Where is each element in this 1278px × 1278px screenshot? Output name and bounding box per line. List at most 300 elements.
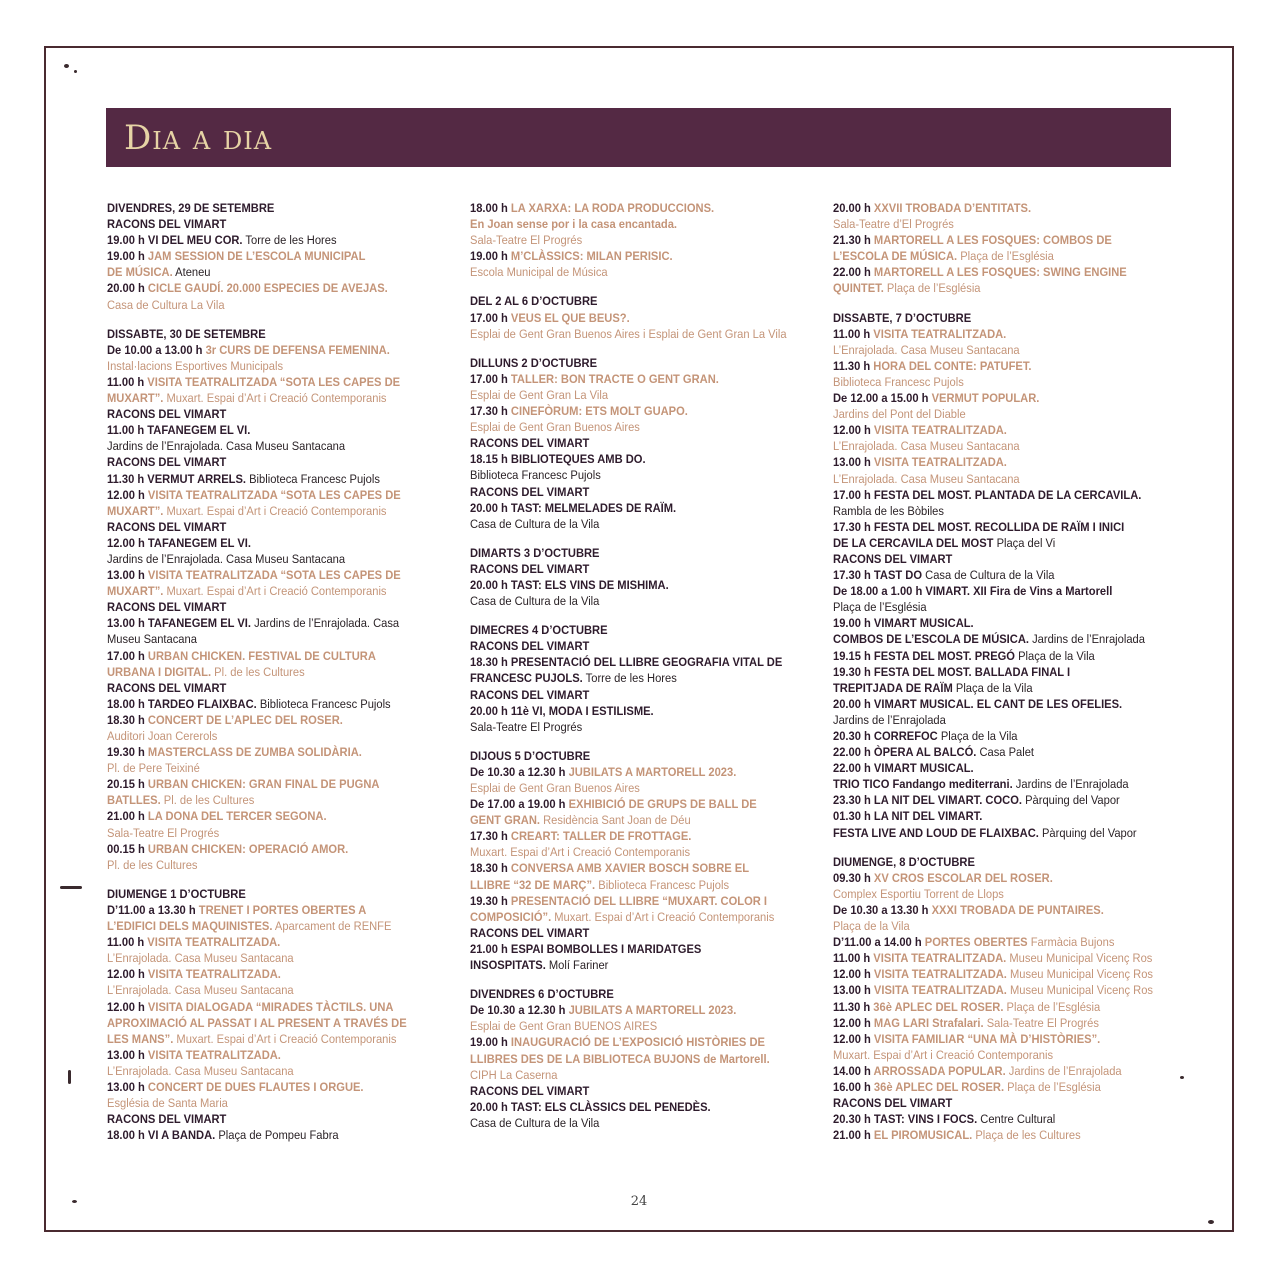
- event-time: 11.00 h: [107, 935, 148, 950]
- day-block: [470, 355, 776, 532]
- schedule-line: [107, 438, 413, 454]
- schedule-line: [470, 216, 776, 232]
- event-title: QUINTET.: [833, 281, 884, 296]
- day-heading: DEL 2 AL 6 D’OCTUBRE: [470, 294, 598, 309]
- event-title: EXHIBICIÓ DE GRUPS DE BALL DE: [568, 797, 757, 812]
- event-venue: Plaça de les Cultures: [972, 1128, 1081, 1143]
- day-block: [107, 326, 413, 873]
- schedule-line: [107, 519, 413, 535]
- event-title: MUXART”.: [107, 584, 164, 599]
- event-title: En Joan sense por i la casa encantada.: [470, 217, 678, 232]
- event-title: VISITA TEATRALITZADA.: [873, 455, 1007, 470]
- event-venue: L’Enrajolada. Casa Museu Santacana: [833, 439, 1020, 454]
- event-title: FESTA DEL MOST. PLANTADA DE LA CERCAVILA.: [873, 487, 1142, 502]
- event-title: L’ESCOLA DE MÚSICA.: [833, 249, 958, 264]
- schedule-line: [470, 941, 776, 957]
- event-time: D’11.00 a 13.30 h: [107, 902, 199, 917]
- schedule-line: [107, 248, 413, 264]
- schedule-line: [107, 808, 413, 824]
- event-time: 12.00 h: [833, 1015, 874, 1030]
- event-venue: Instal·lacions Esportives Municipals: [107, 358, 284, 373]
- schedule-line: [833, 950, 1153, 966]
- schedule-line: [107, 264, 413, 280]
- event-title: VISITA TEATRALITZADA.: [873, 951, 1007, 966]
- day-heading: DISSABTE, 30 DE SETEMBRE: [107, 326, 266, 341]
- event-time: 17.00 h: [470, 310, 511, 325]
- schedule-line: [833, 664, 1139, 680]
- schedule-line: [833, 248, 1139, 264]
- schedule-line: [833, 1031, 1139, 1047]
- schedule-line: [107, 1015, 413, 1031]
- event-title: CORREFOC: [873, 729, 938, 743]
- event-title: TAST DO: [873, 568, 923, 583]
- event-title: LA NIT DEL VIMART.: [873, 809, 983, 824]
- event-title: VISITA TEATRALITZADA.: [147, 935, 281, 950]
- event-venue: Biblioteca Francesc Pujols: [595, 877, 730, 892]
- event-time: 18.30 h: [107, 712, 148, 727]
- schedule-line: [470, 467, 776, 483]
- schedule-line: [470, 925, 776, 941]
- event-venue: Pàrquing del Vapor: [1038, 825, 1137, 840]
- schedule-line: [107, 728, 413, 744]
- event-title: FESTA DEL MOST. PREGÓ: [873, 648, 1015, 663]
- event-title: TAST: ELS VINS DE MISHIMA.: [510, 577, 669, 592]
- event-venue: Torre de les Hores: [582, 671, 677, 686]
- event-time: 00.15 h: [107, 841, 148, 856]
- event-time: 23.30 h: [833, 793, 874, 808]
- day-heading: DIMARTS 3 D’OCTUBRE: [470, 545, 600, 560]
- event-time: 17.30 h: [470, 829, 511, 844]
- schedule-line: [833, 487, 1142, 503]
- schedule-column-3: [833, 200, 1153, 1143]
- schedule-line: [107, 615, 413, 631]
- event-time: 13.00 h: [107, 1079, 148, 1094]
- event-title: L’EDIFICI DELS MAQUINISTES.: [107, 919, 273, 934]
- day-block: [107, 200, 413, 313]
- event-title: LES MANS”.: [107, 1031, 174, 1046]
- schedule-line: [833, 471, 1139, 487]
- schedule-line: [833, 519, 1139, 535]
- event-title: TAFANEGEM EL VI.: [147, 616, 251, 631]
- event-title: TAFANEGEM EL VI.: [147, 423, 251, 438]
- event-venue: Plaça de Pompeu Fabra: [215, 1128, 339, 1143]
- event-title: VISITA FAMILIAR “UNA MÀ D’HISTÒRIES”.: [873, 1031, 1101, 1046]
- schedule-line: [107, 297, 413, 313]
- schedule-line: [470, 200, 776, 216]
- page-number: 24: [630, 1194, 648, 1209]
- event-venue: Museu Municipal Vicenç Ros: [1006, 967, 1153, 982]
- day-heading: DISSABTE, 7 D’OCTUBRE: [833, 310, 972, 325]
- event-venue: Església de Santa Maria: [107, 1096, 228, 1111]
- event-time: 19.00 h: [833, 616, 874, 631]
- schedule-line: [833, 358, 1139, 374]
- schedule-line: [470, 403, 776, 419]
- event-title: CICLE GAUDÍ. 20.000 ESPECIES DE AVEJAS.: [147, 281, 388, 296]
- frame-right-border: [1232, 46, 1234, 1232]
- event-venue: Jardins de l’Enrajolada: [1005, 1063, 1122, 1078]
- event-time: 13.00 h: [107, 616, 148, 631]
- event-venue: Biblioteca Francesc Pujols: [246, 471, 380, 486]
- schedule-line: [107, 471, 413, 487]
- event-title: HORA DEL CONTE: PATUFET.: [873, 358, 1032, 373]
- event-title: CONCERT DE DUES FLAUTES I ORGUE.: [147, 1079, 364, 1094]
- schedule-line: [107, 1031, 413, 1047]
- event-venue: Jardins de l’Enrajolada: [1012, 777, 1129, 792]
- event-venue: Casa de Cultura de la Vila: [470, 516, 600, 531]
- event-time: 22.00 h: [833, 745, 874, 760]
- event-venue: Biblioteca Francesc Pujols: [470, 468, 601, 483]
- schedule-line: [107, 744, 413, 760]
- schedule-line: [833, 728, 1139, 744]
- event-title: CREART: TALLER DE FROTTAGE.: [510, 829, 692, 844]
- schedule-line: [470, 1018, 776, 1034]
- schedule-line: [107, 680, 413, 696]
- event-time: 14.00 h: [833, 1063, 874, 1078]
- event-title: ARROSSADA POPULAR.: [873, 1063, 1006, 1078]
- event-title: CONCERT DE L’APLEC DEL ROSER.: [147, 712, 343, 727]
- schedule-line: [470, 387, 776, 403]
- event-title: JUBILATS A MARTORELL 2023.: [568, 1003, 737, 1018]
- event-title: GENT GRAN.: [470, 813, 541, 828]
- event-time: 20.00 h: [833, 696, 874, 711]
- event-time: De 10.30 a 13.30 h: [833, 902, 932, 917]
- schedule-line: [107, 1111, 413, 1127]
- group-label: RACONS DEL VIMART: [107, 519, 227, 534]
- schedule-line: [107, 342, 413, 358]
- event-venue: L’Enrajolada. Casa Museu Santacana: [107, 1063, 294, 1078]
- event-title: DE MÚSICA.: [107, 265, 173, 280]
- event-time: 22.00 h: [833, 761, 874, 776]
- event-title: VISITA TEATRALITZADA.: [873, 326, 1007, 341]
- event-title: VISITA TEATRALITZADA “SOTA LES CAPES DE: [147, 487, 401, 502]
- group-label: RACONS DEL VIMART: [107, 455, 227, 470]
- schedule-line: [107, 1079, 413, 1095]
- event-title: CINEFÒRUM: ETS MOLT GUAPO.: [510, 404, 688, 419]
- event-time: 18.00 h: [107, 696, 148, 711]
- schedule-line: [107, 696, 413, 712]
- event-title: XV CROS ESCOLAR DEL ROSER.: [873, 870, 1053, 885]
- day-block: [470, 986, 776, 1131]
- event-time: 22.00 h: [833, 265, 874, 280]
- schedule-line: [470, 484, 776, 500]
- event-time: 12.00 h: [107, 967, 148, 982]
- schedule-line: [107, 1127, 413, 1143]
- day-heading: DIUMENGE, 8 D’OCTUBRE: [833, 854, 975, 869]
- schedule-line: [107, 390, 413, 406]
- group-label: RACONS DEL VIMART: [470, 925, 590, 940]
- schedule-line: [833, 648, 1139, 664]
- event-time: 21.00 h: [833, 1128, 874, 1143]
- event-time: 11.00 h: [107, 374, 148, 389]
- event-title: EL PIROMUSICAL.: [873, 1128, 973, 1143]
- event-time: 16.00 h: [833, 1079, 874, 1094]
- schedule-line: [107, 503, 413, 519]
- event-time: De 10.30 a 12.30 h: [470, 1003, 569, 1018]
- schedule-line: [107, 999, 413, 1015]
- event-title: VISITA DIALOGADA “MIRADES TÀCTILS. UNA: [147, 999, 394, 1014]
- schedule-line: [470, 1083, 776, 1099]
- event-title: DE LA CERCAVILA DEL MOST: [833, 535, 994, 550]
- schedule-line: [107, 857, 413, 873]
- schedule-line: [470, 957, 776, 973]
- ink-speck: [60, 886, 82, 889]
- event-time: 13.00 h: [107, 1047, 148, 1062]
- event-venue: Torre de les Hores: [242, 233, 337, 248]
- schedule-line: [107, 454, 413, 470]
- schedule-line: [470, 326, 787, 342]
- event-title: CONVERSA AMB XAVIER BOSCH SOBRE EL: [510, 861, 750, 876]
- day-heading: DIUMENGE 1 D’OCTUBRE: [107, 886, 246, 901]
- day-heading: DIMECRES 4 D’OCTUBRE: [470, 623, 608, 638]
- schedule-line: [470, 812, 776, 828]
- frame-bottom-border: [44, 1230, 1234, 1232]
- schedule-line: [470, 561, 776, 577]
- event-time: 17.30 h: [833, 568, 874, 583]
- event-venue: Casa de Cultura de la Vila: [922, 568, 1055, 583]
- event-venue: Casa de Cultura de la Vila: [470, 594, 600, 609]
- event-venue: Plaça de la Vila: [937, 729, 1018, 743]
- event-title: MARTORELL A LES FOSQUES: COMBOS DE: [873, 233, 1112, 248]
- event-title: VISITA TEATRALITZADA “SOTA LES CAPES DE: [147, 568, 401, 583]
- event-time: 17.30 h: [470, 404, 511, 419]
- schedule-line: [107, 216, 413, 232]
- schedule-line: [470, 1002, 776, 1018]
- day-block: [470, 748, 776, 973]
- event-time: 19.00 h: [470, 249, 511, 264]
- event-venue: Jardins del Pont del Diable: [833, 407, 966, 422]
- schedule-line: [470, 670, 776, 686]
- event-title: FRANCESC PUJOLS.: [470, 671, 583, 686]
- event-title: VI A BANDA.: [147, 1128, 216, 1143]
- event-title: COMBOS DE L’ESCOLA DE MÚSICA.: [833, 632, 1030, 647]
- schedule-line: [833, 216, 1139, 232]
- schedule-line: [107, 358, 413, 374]
- event-time: De 10.30 a 12.30 h: [470, 764, 569, 779]
- schedule-line: [470, 1067, 776, 1083]
- event-title: URBAN CHICKEN. FESTIVAL DE CULTURA: [147, 648, 376, 663]
- event-title: VISITA TEATRALITZADA.: [873, 967, 1007, 982]
- event-title: VISITA TEATRALITZADA “SOTA LES CAPES DE: [147, 374, 401, 389]
- event-venue: Plaça de l’Església: [883, 281, 981, 296]
- event-venue: Sala-Teatre El Progrés: [470, 719, 583, 734]
- event-venue: Esplai de Gent Gran La Vila: [470, 387, 609, 402]
- event-venue: Pl. de les Cultures: [211, 664, 305, 679]
- event-title: 11è VI, MODA I ESTILISME.: [510, 703, 654, 718]
- schedule-line: [470, 419, 776, 435]
- group-label: RACONS DEL VIMART: [470, 484, 590, 499]
- schedule-line: [470, 844, 776, 860]
- schedule-line: [833, 599, 1139, 615]
- event-title: LLIBRE “32 DE MARÇ”.: [470, 877, 596, 892]
- event-time: De 17.00 a 19.00 h: [470, 797, 569, 812]
- event-time: 21.00 h: [470, 941, 511, 956]
- event-venue: Jardins de l’Enrajolada. Casa Museu Santacana: [107, 439, 346, 454]
- schedule-line: [470, 516, 776, 532]
- schedule-line: [470, 451, 776, 467]
- event-title: LA NIT DEL VIMART. COCO.: [873, 793, 1022, 808]
- event-time: 19.00 h: [107, 233, 148, 248]
- day-block: [107, 886, 413, 1144]
- event-time: 20.15 h: [107, 777, 148, 792]
- event-time: 19.00 h: [470, 1035, 511, 1050]
- event-title: BIBLIOTEQUES AMB DO.: [510, 452, 646, 467]
- event-title: VISITA TEATRALITZADA.: [873, 983, 1007, 998]
- event-venue: L’Enrajolada. Casa Museu Santacana: [107, 983, 294, 998]
- schedule-column-1: [107, 200, 413, 1143]
- schedule-line: [833, 902, 1139, 918]
- schedule-line: [833, 1047, 1139, 1063]
- schedule-line: [107, 280, 413, 296]
- event-title: VIMART MUSICAL.: [873, 761, 974, 776]
- event-venue: Jardins de l’Enrajolada. Casa Museu Santacana: [107, 551, 346, 566]
- schedule-line: [107, 918, 413, 934]
- ink-speck: [1180, 1076, 1184, 1079]
- frame-left-border: [44, 46, 46, 1232]
- schedule-line: [833, 776, 1139, 792]
- event-time: 20.30 h: [833, 1112, 874, 1127]
- event-venue: Plaça de la Vila: [1014, 648, 1095, 663]
- event-time: 11.00 h: [833, 326, 874, 341]
- group-label: RACONS DEL VIMART: [107, 600, 227, 615]
- schedule-line: [833, 966, 1153, 982]
- group-label: RACONS DEL VIMART: [470, 639, 590, 654]
- schedule-line: [833, 264, 1139, 280]
- day-block: [833, 310, 1145, 841]
- event-title: VEUS EL QUE BEUS?.: [510, 310, 630, 325]
- schedule-line: [470, 780, 776, 796]
- day-block: [470, 622, 783, 735]
- event-venue: Muxart. Espai d’Art i Creació Contemporanis: [173, 1031, 397, 1046]
- event-time: 18.30 h: [470, 861, 511, 876]
- schedule-line: [470, 638, 776, 654]
- schedule-line: [470, 909, 776, 925]
- group-label: RACONS DEL VIMART: [107, 1112, 227, 1127]
- event-venue: L’Enrajolada. Casa Museu Santacana: [833, 471, 1020, 486]
- event-title: URBANA I DIGITAL.: [107, 664, 212, 679]
- event-time: 21.00 h: [107, 809, 148, 824]
- event-venue: Casa de Cultura de la Vila: [470, 1115, 600, 1130]
- event-title: VIMART MUSICAL.: [873, 616, 974, 631]
- schedule-line: [470, 1051, 776, 1067]
- event-venue: Residència Sant Joan de Déu: [540, 813, 691, 828]
- event-venue: Pàrquing del Vapor: [1022, 793, 1120, 808]
- schedule-line: [470, 248, 776, 264]
- event-time: 20.00 h: [107, 281, 148, 296]
- ink-speck: [1208, 1220, 1214, 1224]
- event-title: PRESENTACIÓ DEL LLIBRE “MUXART. COLOR I: [510, 893, 768, 908]
- schedule-line: [833, 696, 1139, 712]
- event-time: 11.00 h: [833, 951, 874, 966]
- page-title: Dia a dia: [124, 118, 273, 158]
- event-venue: Complex Esportiu Torrent de Llops: [833, 886, 1004, 901]
- event-time: 17.00 h: [470, 371, 511, 386]
- event-title: LLIBRES DES DE LA BIBLIOTECA BUJONS de Martorell.: [470, 1051, 770, 1066]
- schedule-line: [107, 1063, 413, 1079]
- schedule-line: [470, 719, 776, 735]
- schedule-line: [833, 982, 1153, 998]
- schedule-line: [470, 232, 776, 248]
- schedule-line: [833, 631, 1145, 647]
- schedule-line: [833, 438, 1139, 454]
- schedule-line: [833, 422, 1139, 438]
- event-venue: Sala-Teatre d’El Progrés: [833, 217, 954, 232]
- event-title: JAM SESSION DE L’ESCOLA MUNICIPAL: [147, 249, 366, 264]
- schedule-line: [833, 886, 1139, 902]
- schedule-line: [470, 577, 776, 593]
- schedule-line: [470, 654, 783, 670]
- event-time: 13.00 h: [833, 455, 874, 470]
- schedule-line: [470, 828, 776, 844]
- schedule-line: [833, 870, 1139, 886]
- event-venue: Biblioteca Francesc Pujols: [833, 374, 964, 389]
- event-title: VISITA TEATRALITZADA.: [873, 423, 1007, 438]
- event-title: COMPOSICIÓ”.: [470, 909, 552, 924]
- schedule-line: [470, 310, 776, 326]
- schedule-line: [107, 567, 413, 583]
- schedule-line: [470, 893, 776, 909]
- schedule-line: [470, 593, 776, 609]
- schedule-line: [833, 808, 1139, 824]
- schedule-line: [833, 503, 1139, 519]
- ink-speck: [64, 64, 69, 68]
- schedule-line: [107, 422, 413, 438]
- event-title: INAUGURACIÓ DE L’EXPOSICIÓ HISTÒRIES DE: [510, 1035, 765, 1050]
- schedule-line: [107, 631, 413, 647]
- day-block: [833, 854, 1153, 1144]
- schedule-line: [833, 680, 1139, 696]
- event-time: 17.30 h: [833, 519, 874, 534]
- schedule-line: [107, 1047, 413, 1063]
- event-time: 20.30 h: [833, 729, 874, 743]
- event-venue: Sala-Teatre El Progrés: [107, 825, 220, 840]
- event-time: 20.00 h: [470, 500, 511, 515]
- event-venue: Plaça de l’Església: [833, 600, 927, 615]
- day-block: [470, 293, 787, 341]
- event-venue: Museu Santacana: [107, 632, 197, 647]
- schedule-line: [107, 374, 413, 390]
- event-venue: Muxart. Espai d’Art i Creació Contemporanis: [163, 391, 387, 406]
- event-venue: Plaça del Vi: [993, 535, 1056, 550]
- schedule-line: [107, 902, 413, 918]
- event-title: FESTA DEL MOST. RECOLLIDA DE RAÏM I INICI: [873, 519, 1125, 534]
- event-time: 18.00 h: [470, 201, 511, 215]
- event-venue: Plaça de l’Església: [1004, 1079, 1101, 1094]
- event-venue: Sala-Teatre El Progrés: [470, 233, 583, 248]
- schedule-line: [470, 687, 776, 703]
- event-title: XXVII TROBADA D’ENTITATS.: [873, 201, 1032, 215]
- schedule-line: [470, 1034, 776, 1050]
- schedule-line: [470, 435, 776, 451]
- schedule-line: [107, 406, 413, 422]
- event-time: 19.30 h: [833, 664, 874, 679]
- event-title: VI DEL MEU COR.: [147, 233, 243, 248]
- event-title: PORTES OBERTES: [924, 935, 1028, 950]
- schedule-line: [107, 664, 413, 680]
- event-title: 3r CURS DE DEFENSA FEMENINA.: [205, 342, 390, 357]
- schedule-line: [833, 760, 1139, 776]
- group-label: RACONS DEL VIMART: [470, 561, 590, 576]
- schedule-line: [833, 1063, 1139, 1079]
- event-title: TAFANEGEM EL VI.: [147, 535, 251, 550]
- event-time: 12.00 h: [107, 487, 148, 502]
- event-time: 09.30 h: [833, 870, 874, 885]
- event-title: MUXART”.: [107, 391, 164, 406]
- event-venue: Biblioteca Francesc Pujols: [256, 696, 391, 711]
- day-block: [833, 200, 1139, 297]
- event-title: M’CLÀSSICS: MILAN PERISIC.: [510, 249, 673, 264]
- schedule-line: [833, 744, 1139, 760]
- schedule-line: [833, 454, 1139, 470]
